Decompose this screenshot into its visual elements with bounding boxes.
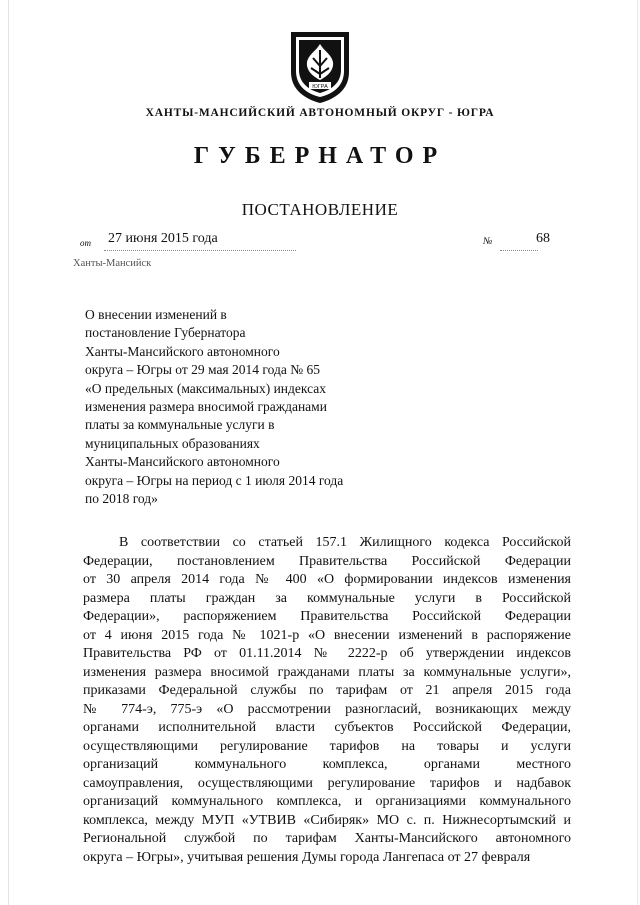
- body-line: осуществляющими регулирование тарифов на товары и услуги: [83, 738, 571, 754]
- body-line: Региональной службой по тарифам Ханты-Мансийского автономного: [83, 831, 571, 846]
- body-line: Правительства РФ от 01.11.2014 № 2222-р об утверждении индексов: [83, 646, 571, 661]
- subject-block: [85, 306, 405, 508]
- body-line: В соответствии со статьей 157.1 Жилищного кодекса Российской: [119, 535, 571, 550]
- document-date: 27 июня 2015 года: [108, 231, 218, 246]
- body-line: от 30 апреля 2014 года № 400 «О формировании индексов изменения: [83, 572, 571, 587]
- subject-line: по 2018 год»: [85, 491, 158, 507]
- body-line: Федерации», распоряжением Правительства Российской Федерации: [83, 609, 571, 624]
- subject-line: О внесении изменений в: [85, 307, 227, 322]
- subject-line: Ханты-Мансийского автономного: [85, 454, 280, 470]
- body-line: комплекса, между МУП «УТВИВ «Сибиряк» МО с. п. Нижнесортымский и: [83, 812, 571, 828]
- region-name: ХАНТЫ-МАНСИЙСКИЙ АВТОНОМНЫЙ ОКРУГ - ЮГРА: [145, 107, 495, 119]
- body-line: № 774-э, 775-э «О рассмотрении разногласий, возникающих между: [83, 701, 571, 717]
- body-line: от 4 июня 2015 года № 1021-р «О внесении изменений в распоряжение: [83, 627, 571, 643]
- governor-title: ГУБЕРНАТОР: [193, 143, 447, 169]
- subject-line: платы за коммунальные услуги в: [85, 417, 275, 433]
- subject-line: округа – Югры на период с 1 июля 2014 года: [85, 472, 344, 488]
- date-prefix: от: [80, 238, 91, 248]
- scan-edge-right: [637, 0, 638, 905]
- subject-line: округа – Югры от 29 мая 2014 года № 65: [85, 362, 320, 378]
- subject-line: муниципальных образованиях: [85, 435, 260, 451]
- date-number-row: [80, 231, 580, 255]
- body-line: самоуправления, осуществляющими регулирование тарифов и надбавок: [83, 775, 571, 791]
- subject-line: изменения размера вносимой гражданами: [85, 399, 327, 415]
- body-text: [83, 534, 571, 867]
- document-type: ПОСТАНОВЛЕНИЕ: [241, 200, 399, 219]
- scan-edge-left: [8, 0, 9, 905]
- issue-city: Ханты-Мансийск: [73, 258, 152, 269]
- coat-of-arms-emblem: [285, 28, 355, 104]
- subject-line: «О предельных (максимальных) индексах: [85, 380, 327, 396]
- number-prefix: №: [483, 236, 493, 247]
- body-line: округа – Югры», учитывая решения Думы города Лангепаса от 27 февраля: [83, 849, 531, 865]
- body-line: приказами Федеральной службы по тарифам от 21 апреля 2015 года: [83, 683, 571, 698]
- body-line: организаций коммунального комплекса, органами местного: [83, 757, 571, 772]
- body-line: организаций коммунального комплекса, и организациями коммунального: [83, 794, 571, 809]
- date-underline: [104, 250, 296, 251]
- subject-line: постановление Губернатора: [85, 325, 246, 341]
- emblem-label: ЮГРА: [312, 84, 328, 90]
- subject-line: Ханты-Мансийского автономного: [85, 343, 280, 359]
- body-line: Федерации, постановлением Правительства Российской Федерации: [83, 553, 571, 569]
- document-number: 68: [536, 231, 550, 246]
- number-underline: [500, 250, 538, 251]
- body-line: изменения размера вносимой гражданами платы за коммунальные услуги»,: [83, 664, 571, 680]
- body-line: размера платы граждан за коммунальные услуги в Российской: [83, 590, 571, 606]
- body-line: органами исполнительной власти субъектов Российской Федерации,: [83, 720, 571, 735]
